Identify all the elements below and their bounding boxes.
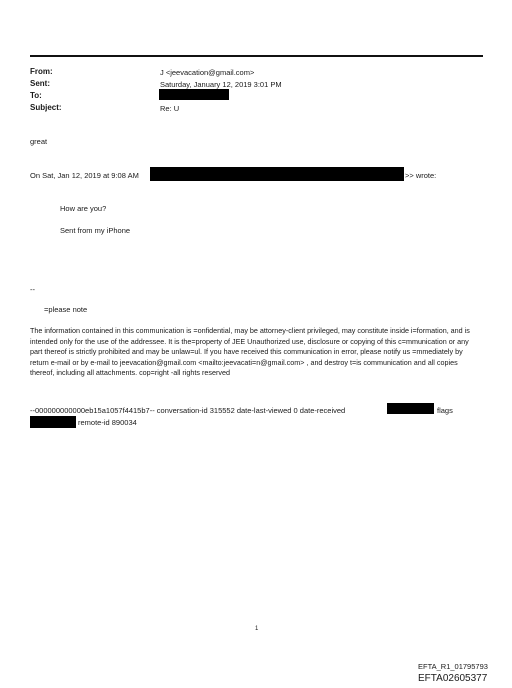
from-value: J <jeevacation@gmail.com> <box>160 68 255 77</box>
quoted-line-1: How are you? <box>60 204 107 213</box>
separator: -- <box>30 285 35 294</box>
page-number: 1 <box>255 626 259 632</box>
subject-label: Subject: <box>30 103 62 112</box>
to-label: To: <box>30 91 42 100</box>
date-received-redaction <box>387 403 434 414</box>
note-heading: =please note <box>44 305 88 314</box>
from-label: From: <box>30 67 53 76</box>
sent-value: Saturday, January 12, 2019 3:01 PM <box>160 80 282 89</box>
quote-suffix: >> wrote: <box>405 171 437 180</box>
meta-redaction <box>30 416 76 428</box>
meta-line-2: remote-id 890034 <box>78 418 137 427</box>
reply-text: great <box>30 137 48 146</box>
header-rule <box>30 55 483 57</box>
disclaimer-paragraph: The information contained in this communication is =onfidential, may be attorney-client privileged, may constitute inside i=formation, and is intended only for the use of the addressee. It is the=property of JEE Unauthorized use, disclosure or copying of this c=mmunication or any part thereof is strictly prohibited and may be unlaw=ul. If you have received this communication in error, please notify us =mmediately by return e-mail or by e-mail to jeevacation@gmail.com <mailto:jeevacati=n@gmail.com> , and destroy t=is communication and all copies thereof, including all attachments. cop=right -all rights reserved <box>30 326 470 377</box>
to-redaction <box>159 89 229 100</box>
sent-label: Sent: <box>30 79 50 88</box>
quoted-line-2: Sent from my iPhone <box>60 226 131 235</box>
sender-redaction <box>150 167 404 181</box>
bates-number-1: EFTA_R1_01795793 <box>418 662 488 671</box>
quote-prefix: On Sat, Jan 12, 2019 at 9:08 AM <box>30 171 139 180</box>
bates-number-2: EFTA02605377 <box>418 673 488 684</box>
subject-value: Re: U <box>160 104 180 113</box>
meta-line-1: --000000000000eb15a1057f4415b7-- conversation-id 315552 date-last-viewed 0 date-received <box>30 406 346 415</box>
meta-flags: flags <box>437 406 453 415</box>
